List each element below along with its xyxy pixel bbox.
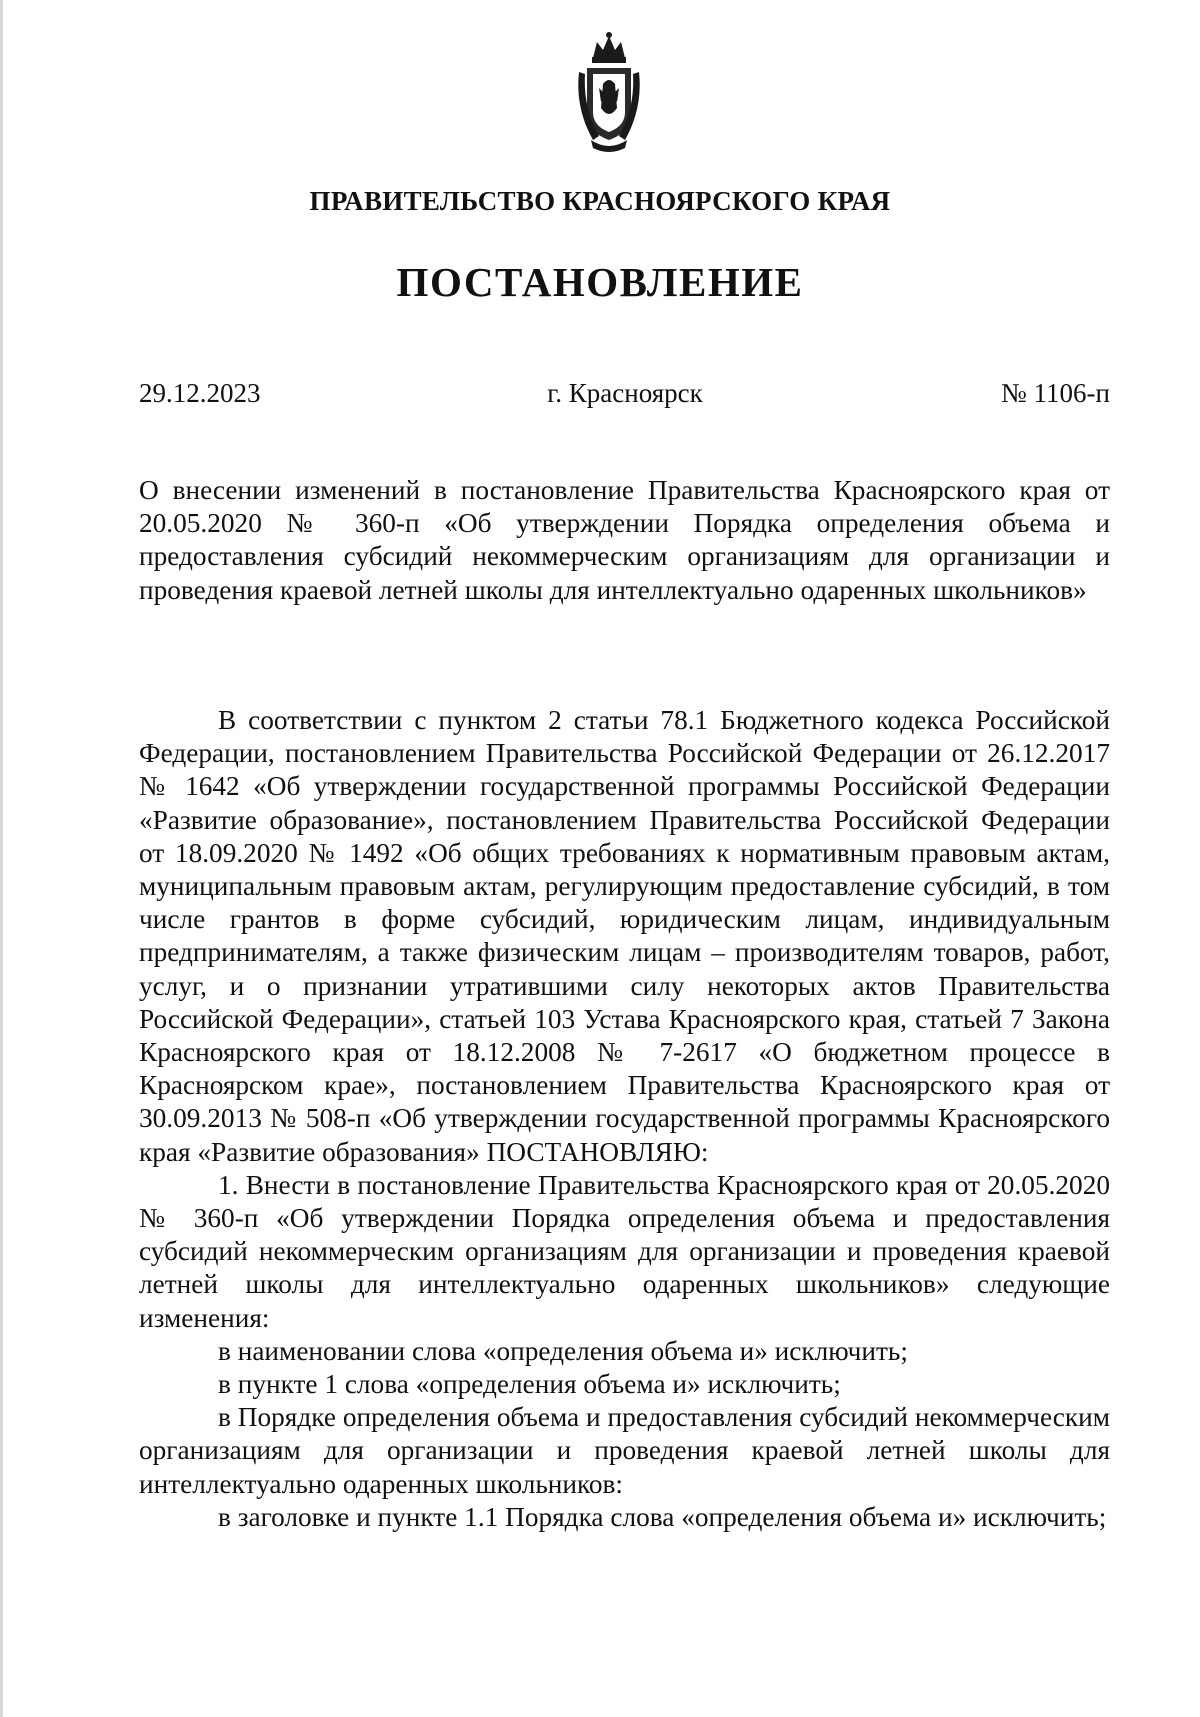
document-number: № 1106-п	[1001, 378, 1110, 408]
paragraph-preamble: В соответствии с пунктом 2 статьи 78.1 Бюджетного кодекса Российской Федерации, постановлением Правительства Российской Федерации от 26.12.2017 № 1642 «Об утверждении государственной программы Российской Федерации «Развитие образование», постановлением Правительства Российской Федерации от 18.09.2020 № 1492 «Об общих требованиях к нормативным правовым актам, муниципальным правовым актам, регулирующим предоставление субсидий, в том числе грантов в форме субсидий, юридическим лицам, индивидуальным предпринимателям, а также физическим лицам – производителям товаров, работ, услуг, и о признании утратившими силу некоторых актов Правительства Российской Федерации», статьей 103 Устава Красноярского края, статьей 7 Закона Красноярского края от 18.12.2008 № 7-2617 «О бюджетном процессе в Красноярском крае», постановлением Правительства Красноярского края от 30.09.2013 № 508-п «Об утверждении государственной программы Красноярского края «Развитие образования» ПОСТАНОВЛЯЮ:	[139, 705, 1110, 1167]
paragraph-change: в заголовке и пункте 1.1 Порядка слова «определения объема и» исключить;	[218, 1501, 1107, 1532]
document-date: 29.12.2023	[139, 378, 261, 408]
coat-of-arms-icon	[573, 28, 645, 156]
paragraph-change: в Порядке определения объема и предоставления субсидий некоммерческим организациям для организации и проведения краевой летней школы для интеллектуально одаренных школьников:	[139, 1402, 1110, 1499]
document-subject: О внесении изменений в постановление Правительства Красноярского края от 20.05.2020 № 360-п «Об утверждении Порядка определения объема и предоставления субсидий некоммерческим организациям для организации и проведения краевой летней школы для интеллектуально одаренных школьников»	[139, 475, 1110, 605]
document-body	[139, 704, 1110, 1534]
organization-name: ПРАВИТЕЛЬСТВО КРАСНОЯРСКОГО КРАЯ	[309, 186, 891, 216]
paragraph-change: в наименовании слова «определения объема и» исключить;	[218, 1335, 908, 1366]
paragraph-change: в пункте 1 слова «определения объема и» исключить;	[218, 1369, 841, 1400]
document-type: ПОСТАНОВЛЕНИЕ	[396, 259, 804, 305]
paragraph-item-1: 1. Внести в постановление Правительства Красноярского края от 20.05.2020 № 360-п «Об утверждении Порядка определения объема и предоставления субсидий некоммерческим организациям для организации и проведения краевой летней школы для интеллектуально одаренных школьников» следующие изменения:	[139, 1169, 1110, 1333]
document-city: г. Красноярск	[547, 378, 703, 408]
